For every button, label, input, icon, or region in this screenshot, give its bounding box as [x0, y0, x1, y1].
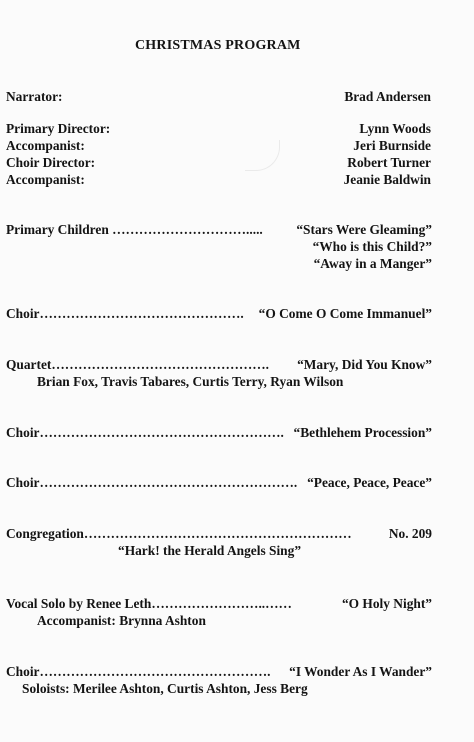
program-item-performers: Brian Fox, Travis Tabares, Curtis Terry, Ryan Wilson [37, 374, 344, 389]
page-title: CHRISTMAS PROGRAM [135, 38, 301, 53]
credit-role-choir-director: Choir Director: [6, 155, 96, 170]
program-item-left: Choir………………………………………………. [6, 425, 284, 440]
program-item-left: Primary Children …………………………..... [6, 222, 263, 237]
credit-name-choir-director: Robert Turner [347, 155, 431, 170]
program-item-left: Choir…………………………………………………. [6, 475, 298, 490]
program-item-left: Choir………………………………………. [6, 306, 244, 321]
program-item-soloists: Soloists: Merilee Ashton, Curtis Ashton, Jess Berg [22, 681, 308, 696]
program-item-title: “O Come O Come Immanuel” [258, 306, 432, 321]
paper-smudge [245, 140, 280, 171]
program-item-left: Congregation…………………………………………………… [6, 526, 352, 541]
program-item-extra-title: “Away in a Manger” [313, 256, 432, 271]
credit-role-accompanist-1: Accompanist: [6, 138, 85, 153]
program-item-left: Choir……………………………………………. [6, 664, 271, 679]
credit-name-primary-director: Lynn Woods [359, 121, 431, 136]
credit-role-accompanist-2: Accompanist: [6, 172, 85, 187]
credit-name-accompanist-2: Jeanie Baldwin [343, 172, 431, 187]
program-item-left: Quartet…………………………………………. [6, 357, 269, 372]
credit-role-narrator: Narrator: [6, 89, 63, 104]
program-item-title: “O Holy Night” [341, 596, 432, 611]
program-item-title: “Mary, Did You Know” [297, 357, 432, 372]
program-item-extra-title: “Who is this Child?” [312, 239, 432, 254]
program-item-title: “Stars Were Gleaming” [296, 222, 432, 237]
program-item-title: “Bethlehem Procession” [293, 425, 432, 440]
program-item-title: “Peace, Peace, Peace” [307, 475, 432, 490]
credit-name-accompanist-1: Jeri Burnside [353, 138, 431, 153]
credit-name-narrator: Brad Andersen [344, 89, 431, 104]
program-item-title: No. 209 [388, 526, 432, 541]
program-item-left: Vocal Solo by Renee Leth……………………..…… [6, 596, 292, 611]
program-item-title: “I Wonder As I Wander” [289, 664, 432, 679]
program-item-accompanist: Accompanist: Brynna Ashton [37, 613, 206, 628]
credit-role-primary-director: Primary Director: [6, 121, 111, 136]
program-item-hymn-title: “Hark! the Herald Angels Sing” [118, 543, 302, 558]
